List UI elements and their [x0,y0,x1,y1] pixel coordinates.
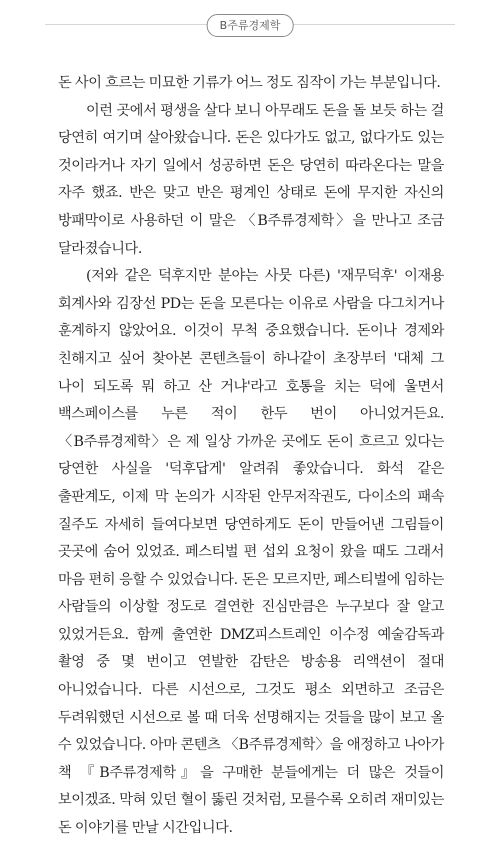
running-header: B주류경제학 [207,14,294,37]
paragraph: 이런 곳에서 평생을 살다 보니 아무래도 돈을 돌 보듯 하는 걸 당연히 여기며 살아왔습니다. 돈은 있다가도 없고, 없다가도 있는 것이라거나 자기 일에서 성공하면 돈은 당연히 따라온다는 말을 자주 했죠. 반은 맞고 반은 평계인 상태로 돈에 무지한 자신의 방패막이로 사용하던 이 말은 〈B주류경제학〉을 만나고 조금 달라졌습니다. [58,102,444,257]
body-text [58,70,444,843]
paragraph: 돈 사이 흐르는 미묘한 기류가 어느 정도 짐작이 가는 부분입니다. [58,75,441,91]
paragraph: (저와 같은 덕후지만 분야는 사뭇 다른) '재무덕후' 이재용 회계사와 김장선 PD는 돈을 모른다는 이유로 사람을 다그치거나 훈계하지 않았어요. 이것이 무척 중요했습니다. 돈이나 경제와 친해지고 싶어 찾아본 콘텐츠들이 하나같이 초장부터 '대체 그 나이 되도록 뭐 하고 산 거냐'라고 호통을 치는 덕에 울면서 백스페이스를 누른 적이 한두 번이 아니었거든요. 〈B주류경제학〉은 제 일상 가까운 곳에도 돈이 흐르고 있다는 당연한 사실을 '덕후답게' 알려줘 좋았습니다. 화석 같은 출판계도, 이제 막 논의가 시작된 안무저작권도, 다이소의 패속 질주도 자세히 들여다보면 당연하게도 돈이 만들어낸 그림들이 곳곳에 숨어 있었죠. 페스티벌 편 섭외 요청이 왔을 때도 그래서 마음 편히 응할 수 있었습니다. 돈은 모르지만, 페스티벌에 임하는 사람들의 이상할 정도로 결연한 진심만큼은 누구보다 잘 알고 있었거든요. 함께 출연한 DMZ피스트레인 이수정 예술감독과 촬영 중 몇 번이고 연발한 감탄은 방송용 리액션이 절대 아니었습니다. 다른 시선으로, 그것도 평소 외면하고 조금은 두려워했던 시선으로 볼 때 더욱 선명해지는 것들을 많이 보고 올 수 있었습니다. 아마 콘텐츠 〈B주류경제학〉을 애정하고 나아가 책 『B주류경제학』을 구매한 분들에게는 더 많은 것들이 보이겠죠. 막혀 있던 혈이 뚫린 것처럼, 모를수록 오히려 재미있는 돈 이야기를 만날 시간입니다. [58,268,444,837]
